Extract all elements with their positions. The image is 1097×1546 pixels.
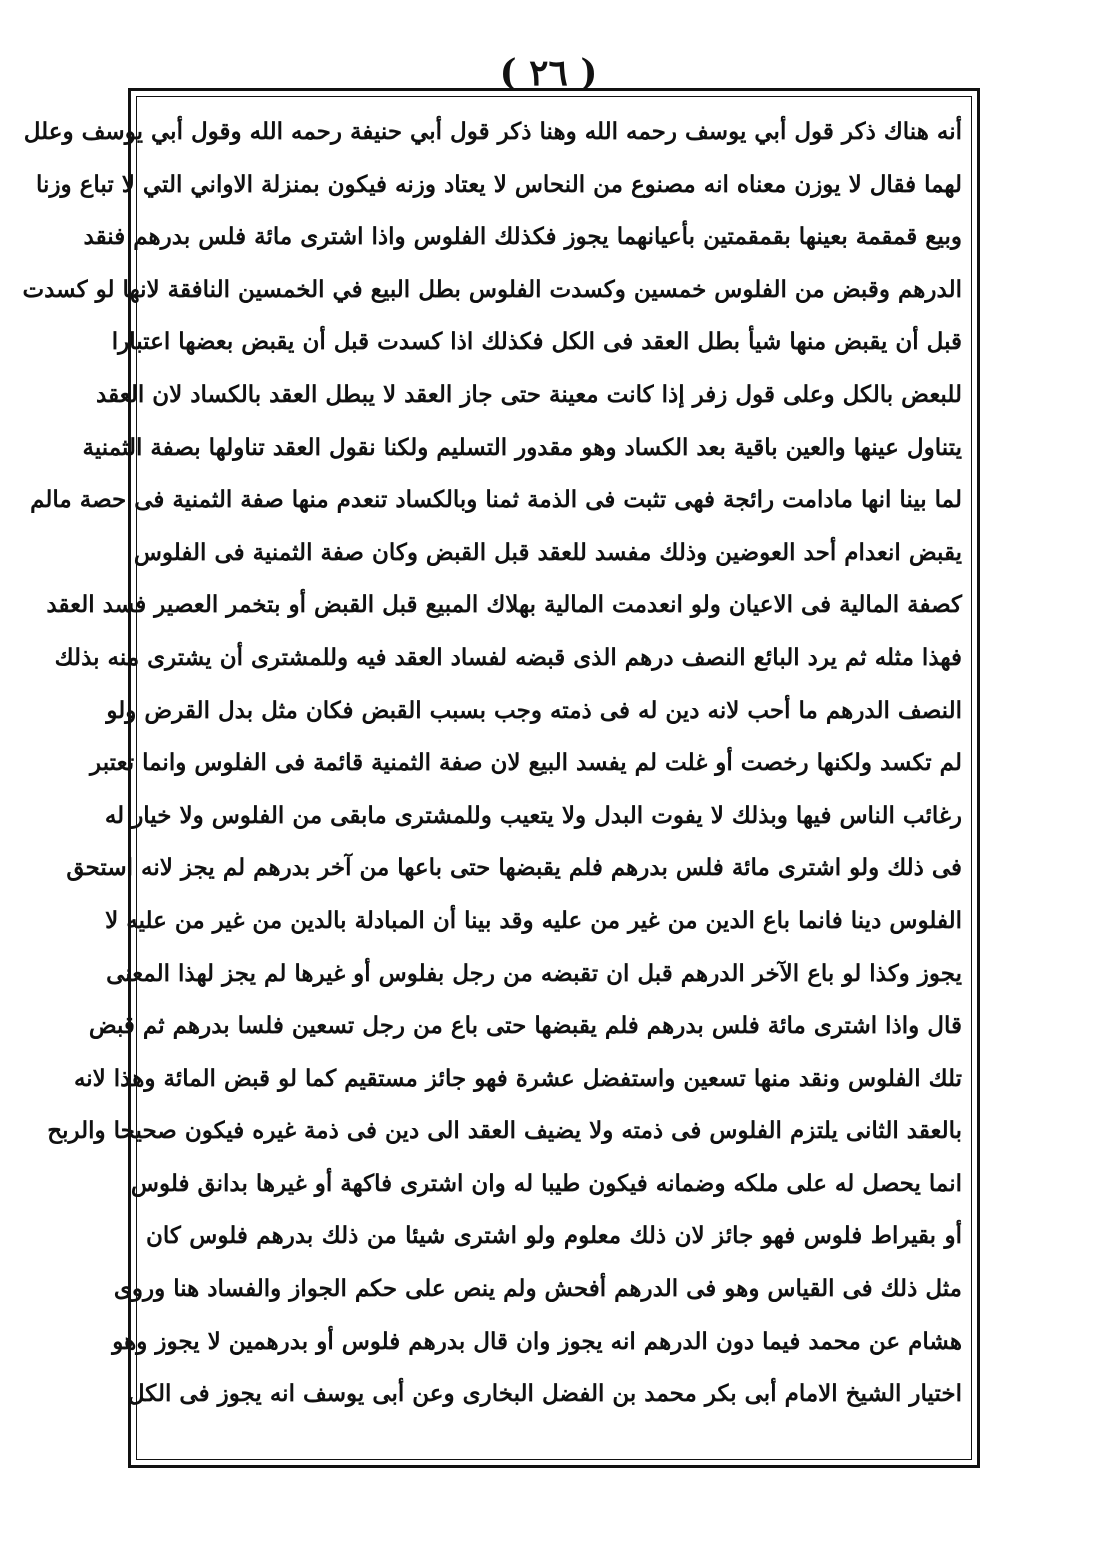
- text-line: أنه هناك ذكر قول أبي يوسف رحمه الله وهنا ذكر قول أبي حنيفة رحمه الله وقول أبي يوسف وعلل: [23, 118, 962, 145]
- text-line: قال واذا اشترى مائة فلس بدرهم فلم يقبضها حتى باع من رجل تسعين فلسا بدرهم ثم قبض: [88, 1012, 962, 1040]
- text-line: رغائب الناس فيها وبذلك لا يفوت البدل ولا يتعيب وللمشترى مابقى من الفلوس ولا خيار له: [104, 801, 962, 829]
- text-line: وبيع قمقمة بعينها بقمقمتين بأعيانهما يجوز فكذلك الفلوس واذا اشترى مائة فلس بدرهم فنقد: [83, 223, 962, 251]
- text-line: فى ذلك ولو اشترى مائة فلس بدرهم فلم يقبضها حتى باعها من آخر بدرهم لم يجز لانه استحق: [66, 854, 962, 882]
- text-line: النصف الدرهم ما أحب لانه دين له فى ذمته وجب بسبب القبض فكان مثل بدل القرض ولو: [106, 696, 962, 724]
- text-line: قبل أن يقبض منها شيأ بطل العقد فى الكل فكذلك اذا كسدت قبل أن يقبض بعضها اعتبارا: [111, 328, 962, 356]
- body-text: [22, 106, 962, 1421]
- text-line: بالعقد الثانى يلتزم الفلوس فى ذمته ولا يضيف العقد الى دين فى ذمة غيره فيكون صحيحا والربح: [47, 1117, 962, 1145]
- text-line: كصفة المالية فى الاعيان ولو انعدمت المالية بهلاك المبيع قبل القبض أو بتخمر العصير فسد العقد: [46, 591, 962, 619]
- text-line: يقبض انعدام أحد العوضين وذلك مفسد للعقد قبل القبض وكان صفة الثمنية فى الفلوس: [133, 538, 962, 566]
- text-line: لما بينا انها مادامت رائجة فهى تثبت فى الذمة ثمنا وبالكساد تنعدم منها صفة الثمنية فى حصة مالم: [30, 486, 962, 514]
- text-line: لم تكسد ولكنها رخصت أو غلت لم يفسد البيع لان صفة الثمنية قائمة فى الفلوس وانما تعتبر: [90, 749, 962, 777]
- text-line: هشام عن محمد فيما دون الدرهم انه يجوز وان قال بدرهم فلوس أو بدرهمين لا يجوز وهو: [112, 1327, 962, 1355]
- text-line: مثل ذلك فى القياس وهو فى الدرهم أفحش ولم ينص على حكم الجواز والفساد هنا وروى: [113, 1275, 962, 1303]
- text-line: الدرهم وقبض من الفلوس خمسين وكسدت الفلوس بطل البيع في الخمسين النافقة لانها لو كسدت: [22, 275, 962, 303]
- page-number: ( ٢٦ ): [499, 52, 598, 94]
- text-line: أو بقيراط فلوس فهو جائز لان ذلك معلوم ولو اشترى شيئا من ذلك بدرهم فلوس كان: [146, 1222, 962, 1250]
- text-line: انما يحصل له على ملكه وضمانه فيكون طيبا له وان اشترى فاكهة أو غيرها بدانق فلوس: [130, 1169, 962, 1197]
- text-line: الفلوس دينا فانما باع الدين من غير من عليه وقد بينا أن المبادلة بالدين من غير من عليه لا: [105, 906, 962, 934]
- text-line: يتناول عينها والعين باقية بعد الكساد وهو مقدور التسليم ولكنا نقول العقد تناولها بصفة الثمنية: [82, 433, 962, 461]
- text-line: تلك الفلوس ونقد منها تسعين واستفضل عشرة فهو جائز مستقيم كما لو قبض المائة وهذا لانه: [73, 1064, 962, 1092]
- text-line: فهذا مثله ثم يرد البائع النصف درهم الذى قبضه لفساد العقد فيه وللمشترى أن يشترى منه بذلك: [54, 643, 962, 671]
- text-line: لهما فقال لا يوزن معناه انه مصنوع من النحاس لا يعتاد وزنه فيكون بمنزلة الاواني التي لا تباع وزنا: [36, 170, 962, 198]
- text-line: يجوز وكذا لو باع الآخر الدرهم قبل ان تقبضه من رجل بفلوس أو غيرها لم يجز لهذا المعنى: [106, 959, 962, 987]
- text-line: اختيار الشيخ الامام أبى بكر محمد بن الفضل البخارى وعن أبى يوسف انه يجوز فى الكل: [127, 1380, 962, 1408]
- text-line: للبعض بالكل وعلى قول زفر إذا كانت معينة حتى جاز العقد لا يبطل العقد بالكساد لان العقد: [96, 380, 962, 408]
